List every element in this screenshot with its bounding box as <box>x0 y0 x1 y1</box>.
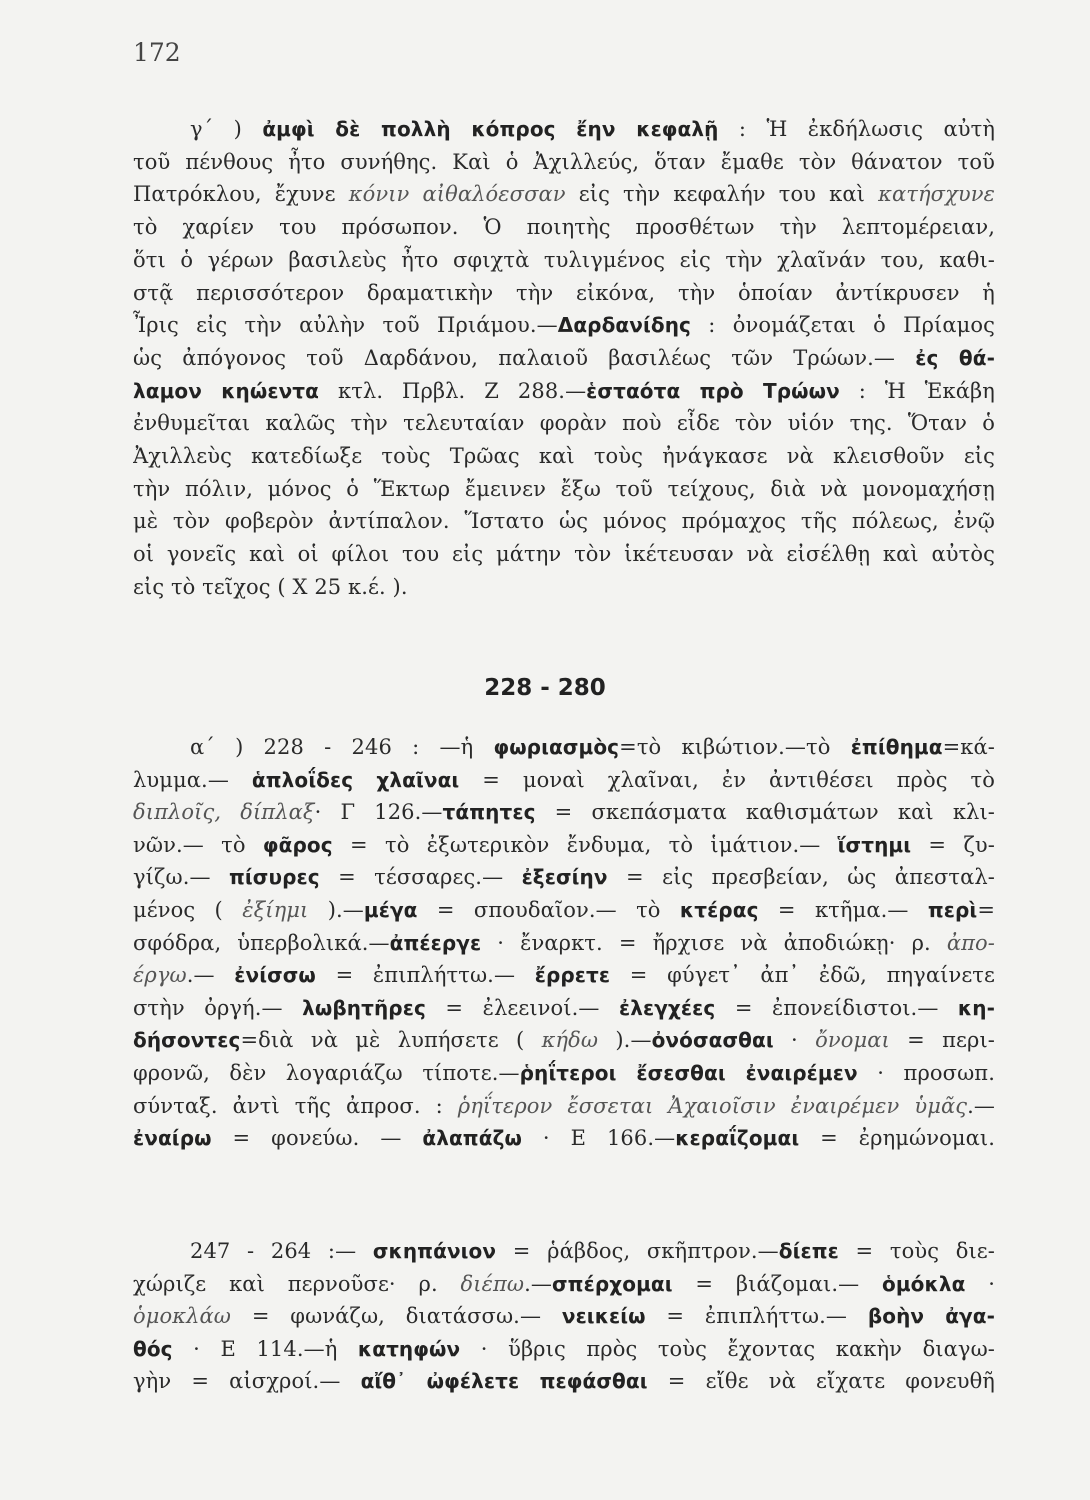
lemma-term: δήσοντες <box>133 1028 241 1053</box>
text-line <box>133 539 995 569</box>
text-segment: .— <box>524 1271 552 1296</box>
lemma-term: πίσυρες <box>228 865 320 890</box>
text-segment: = φύγετ᾽ ἀπ᾽ ἐδῶ, πηγαίνετε <box>610 963 995 988</box>
lemma-term: ἁπλοΐδες χλαῖναι <box>251 767 460 792</box>
lemma-term: ἐξεσίην <box>521 865 608 890</box>
text-segment: μὲ τὸν φοβερὸν ἀντίπαλον. Ἵστατο ὡς μόνος πρόμαχος τῆς πόλεως, ἐνῷ <box>133 509 995 534</box>
text-segment: = φωνάζω, διατάσσω.— <box>231 1304 562 1329</box>
text-segment: νῶν.— τὸ <box>133 832 263 857</box>
lemma-term: κη- <box>957 995 995 1020</box>
text-line <box>133 376 995 406</box>
text-segment: · Γ 126.— <box>314 800 443 825</box>
lemma-term: δίεπε <box>778 1239 839 1263</box>
text-line <box>133 147 995 177</box>
text-line <box>133 928 995 958</box>
lemma-term: τάπητες <box>442 800 536 825</box>
lemma-term: βοὴν ἀγα- <box>867 1304 995 1329</box>
lemma-term: φᾶρος <box>262 832 333 857</box>
lemma-term: ἐπίθημα <box>850 735 943 759</box>
text-segment: = ζυ- <box>911 832 995 857</box>
page-number: 172 <box>133 38 181 67</box>
text-segment: ).— <box>598 1028 652 1053</box>
text-segment: γὴν = αἰσχροί.— <box>133 1369 361 1394</box>
text-line <box>133 960 995 990</box>
lemma-term: ἀμφὶ δὲ πολλὴ κόπρος ἔην κεφαλῇ <box>262 117 719 141</box>
text-line <box>133 1058 995 1088</box>
text-segment: στὴν ὀργή.— <box>133 995 303 1020</box>
text-line <box>133 506 995 536</box>
text-segment: · Ε 114.—ἡ <box>172 1336 358 1361</box>
italic-text: ἀπο- <box>946 930 995 955</box>
section-heading: 228 - 280 <box>484 675 606 701</box>
text-line <box>133 408 995 438</box>
text-segment: σύνταξ. ἀντὶ τῆς ἀπροσ. : <box>133 1093 458 1118</box>
lemma-term: ἐς θά- <box>915 345 995 370</box>
text-segment: τοῦ πένθους ἦτο συνήθης. Καὶ ὁ Ἀχιλλεύς, ὅταν ἔμαθε τὸν θάνατον τοῦ <box>133 149 995 174</box>
text-segment: · <box>773 1028 816 1053</box>
lemma-term: ὀνόσασθαι <box>651 1028 774 1053</box>
text-segment: : Ἡ ἐκδήλωσις αὐτὴ <box>718 117 995 141</box>
lemma-term: ἀλαπάζω <box>422 1126 522 1151</box>
text-segment: = σπουδαῖον.— τὸ <box>417 898 680 922</box>
text-line <box>133 572 995 602</box>
text-line <box>133 310 995 340</box>
text-segment: = κτῆμα.— <box>758 898 928 922</box>
text-line <box>133 441 995 471</box>
text-segment: =διὰ νὰ μὲ λυπήσετε ( <box>240 1028 542 1053</box>
text-segment: μένος ( <box>133 898 243 922</box>
italic-text: διπλοῖς, δίπλαξ <box>133 800 315 825</box>
lemma-term: λαμον κηώεντα <box>133 378 320 403</box>
italic-text: κήδω <box>541 1028 599 1053</box>
text-segment: λυμμα.— <box>133 767 252 792</box>
text-line <box>133 1334 995 1364</box>
text-segment: = τὸ ἐξωτερικὸν ἔνδυμα, τὸ ἱμάτιον.— <box>332 832 838 857</box>
text-segment: .— <box>967 1093 995 1118</box>
text-line <box>190 114 995 144</box>
text-segment: Πατρόκλου, ἔχυνε <box>133 182 349 207</box>
text-segment: Ἶρις εἰς τὴν αὐλὴν τοῦ Πριάμου.— <box>133 313 558 338</box>
lemma-term: μέγα <box>363 898 418 922</box>
text-segment: Ἀχιλλεὺς κατεδίωξε τοὺς Τρῶας καὶ τοὺς ἠνάγκασε νὰ κλεισθοῦν εἰς <box>133 444 995 468</box>
text-segment: = περι- <box>889 1028 995 1053</box>
lemma-term: περὶ <box>927 898 978 922</box>
lemma-term: λωβητῆρες <box>302 995 426 1020</box>
text-segment: εἰς τὸ τεῖχος ( Χ 25 κ.έ. ). <box>133 574 408 599</box>
text-segment: στᾷ περισσότερον δραματικὴν τὴν εἰκόνα, τὴν ὁποίαν ἀντίκρυσεν ἡ <box>133 280 995 305</box>
italic-text: διέπω <box>460 1271 525 1296</box>
text-segment: = τοὺς διε- <box>838 1239 995 1263</box>
text-line <box>133 1025 995 1055</box>
text-segment: · ἔναρκτ. = ἤρχισε νὰ ἀποδιώκῃ· ρ. <box>481 930 947 955</box>
italic-text: ῥηΐτερον ἔσσεται Ἀχαιοῖσιν ἐναιρέμεν ὑμᾶς <box>457 1093 968 1118</box>
text-line <box>133 1301 995 1331</box>
text-segment: =κά- <box>942 735 995 759</box>
text-segment: = βιάζομαι.— <box>672 1271 883 1296</box>
text-segment: = ἐπιπλήττω.— <box>315 963 535 988</box>
text-segment: = ῥάβδος, σκῆπτρον.— <box>496 1239 779 1263</box>
text-line <box>133 993 995 1023</box>
text-line <box>133 474 995 504</box>
text-segment: : Ἡ Ἑκάβη <box>839 378 995 403</box>
text-segment: ὡς ἀπόγονος τοῦ Δαρδάνου, παλαιοῦ βασιλέως τῶν Τρώων.— <box>133 345 916 370</box>
text-segment: = ἐπιπλήττω.— <box>645 1304 868 1329</box>
text-segment: οἱ γονεῖς καὶ οἱ φίλοι του εἰς μάτην τὸν ἱκέτευσαν νὰ εἰσέλθῃ καὶ αὐτὸς <box>133 542 995 567</box>
text-segment: χώριζε καὶ περνοῦσε· ρ. <box>133 1271 461 1296</box>
lemma-term: σκηπάνιον <box>372 1239 497 1263</box>
lemma-term: σπέρχομαι <box>551 1271 673 1296</box>
text-line <box>133 895 995 925</box>
lemma-term: ῥηΐτεροι ἔσεσθαι ἐναιρέμεν <box>519 1061 858 1085</box>
italic-text: έργω <box>133 963 187 988</box>
lemma-term: ἔρρετε <box>534 963 611 988</box>
text-line <box>133 830 995 860</box>
text-line <box>133 1091 995 1121</box>
lemma-term: ἐλεγχέες <box>618 995 716 1020</box>
lemma-term: φωριασμὸς <box>493 735 620 759</box>
text-segment: κτλ. Πρβλ. Ζ 288.— <box>319 378 587 403</box>
text-line <box>133 1269 995 1299</box>
text-segment: · Ε 166.— <box>521 1126 676 1151</box>
lemma-term: ἵστημι <box>837 832 912 857</box>
lemma-term: κεραΐζομαι <box>675 1126 800 1151</box>
text-segment: · ὕβρις πρὸς τοὺς ἔχοντας κακὴν διαγω- <box>460 1336 995 1361</box>
italic-text: ὁμοκλάω <box>133 1304 232 1329</box>
italic-text: κόνιν αἰθαλόεσσαν <box>348 182 566 207</box>
text-segment: γ΄ ) <box>190 117 263 141</box>
lemma-term: ἐναίρω <box>133 1126 212 1151</box>
text-segment: σφόδρα, ὑπερβολικά.— <box>133 930 390 955</box>
text-segment: α΄ ) 228 - 246 : —ἡ <box>190 735 494 759</box>
text-segment: 247 - 264 :— <box>190 1239 373 1263</box>
lemma-term: ἀπέεργε <box>389 930 482 955</box>
text-segment: = ἐπονείδιστοι.— <box>715 995 958 1020</box>
text-segment: · <box>965 1271 995 1296</box>
text-segment: = φονεύω. — <box>211 1126 423 1151</box>
text-line <box>133 343 995 373</box>
text-segment: : ὀνομάζεται ὁ Πρίαμος <box>691 313 995 338</box>
text-segment: · προσωπ. <box>857 1061 995 1085</box>
lemma-term: ὁμόκλα <box>882 1271 966 1296</box>
text-segment: τὸ χαρίεν του πρόσωπον. Ὁ ποιητὴς προσθέτων τὴν λεπτομέρειαν, <box>133 215 995 240</box>
text-line <box>133 1366 995 1396</box>
text-line <box>133 278 995 308</box>
text-line <box>133 179 995 209</box>
text-segment: = <box>977 898 995 922</box>
text-segment: = εἴθε νὰ εἴχατε φονευθῆ <box>647 1369 995 1394</box>
text-segment: τὴν πόλιν, μόνος ὁ Ἕκτωρ ἔμεινεν ἔξω τοῦ τείχους, διὰ νὰ μονομαχήσῃ <box>133 476 995 501</box>
text-segment: ὅτι ὁ γέρων βασιλεὺς ἦτο σφιχτὰ τυλιγμένος εἰς τὴν χλαῖνάν του, καθι- <box>133 247 995 272</box>
text-line <box>133 245 995 275</box>
text-segment: = ἐρημώνομαι. <box>799 1126 995 1151</box>
text-line <box>190 1236 995 1266</box>
text-line <box>133 862 995 892</box>
text-line <box>133 797 995 827</box>
text-line <box>133 1123 995 1153</box>
lemma-term: ἑσταότα πρὸ Τρώων <box>586 378 840 403</box>
italic-text: ὄνομαι <box>815 1028 890 1053</box>
lemma-term: αἴθ᾽ ὠφέλετε πεφάσθαι <box>360 1369 648 1394</box>
lemma-term: κατηφών <box>357 1336 461 1361</box>
text-line <box>133 765 995 795</box>
text-segment: ἐνθυμεῖται καλῶς τὴν τελευταίαν φορὰν ποὺ εἶδε τὸν υἱόν της. Ὅταν ὁ <box>133 411 995 436</box>
text-segment: .— <box>186 963 235 988</box>
text-line <box>190 732 995 762</box>
text-segment: = σκεπάσματα καθισμάτων καὶ κλι- <box>535 800 995 825</box>
text-segment: φρονῶ, δὲν λογαριάζω τίποτε.— <box>133 1061 520 1085</box>
text-segment: = ἐλεεινοί.— <box>425 995 619 1020</box>
text-segment: = εἰς πρεσβείαν, ὡς ἀπεσταλ- <box>607 865 995 890</box>
italic-text: κατήσχυνε <box>878 182 995 207</box>
text-segment: ).— <box>308 898 364 922</box>
text-segment: =τὸ κιβώτιον.—τὸ <box>619 735 851 759</box>
italic-text: ἐξίημι <box>242 898 309 922</box>
text-segment: γίζω.— <box>133 865 229 890</box>
text-line <box>133 212 995 242</box>
lemma-term: Δαρδανίδης <box>557 313 692 338</box>
text-segment: = μοναὶ χλαῖναι, ἐν ἀντιθέσει πρὸς τὸ <box>459 767 995 792</box>
lemma-term: κτέρας <box>679 898 759 922</box>
lemma-term: θός <box>133 1336 173 1361</box>
text-segment: = τέσσαρες.— <box>319 865 522 890</box>
lemma-term: νεικείω <box>561 1304 646 1329</box>
text-segment: εἰς τὴν κεφαλήν του καὶ <box>565 182 879 207</box>
lemma-term: ἐνίσσω <box>234 963 316 988</box>
